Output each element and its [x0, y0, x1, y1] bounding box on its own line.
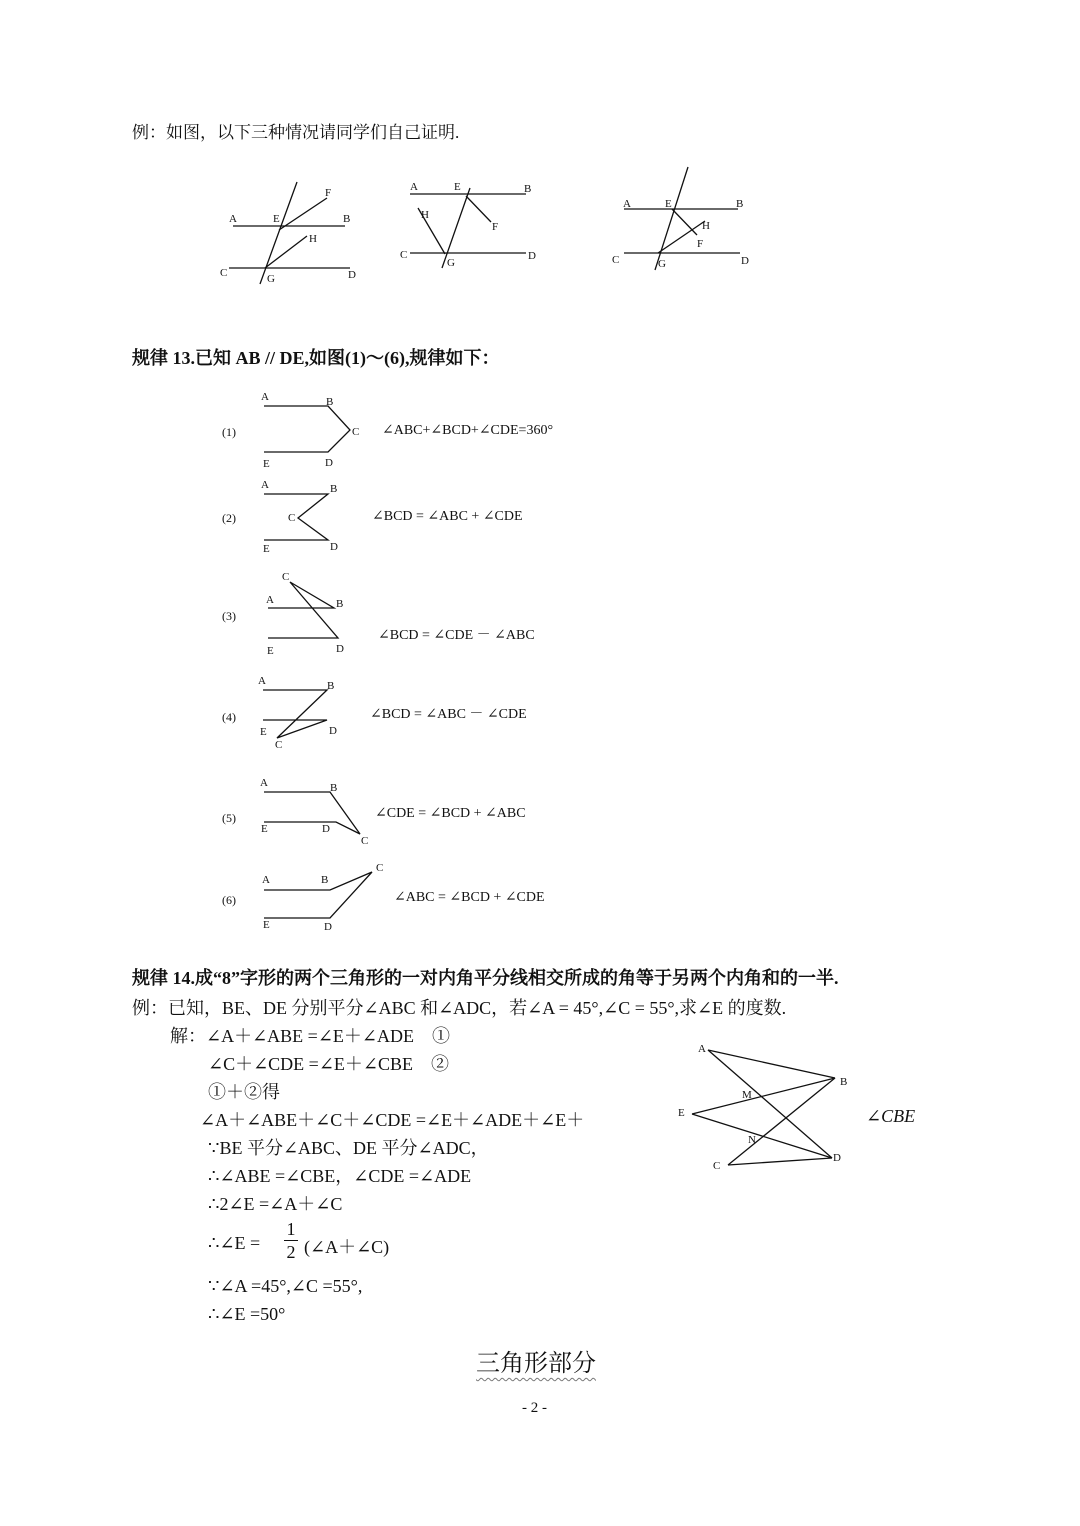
svg-text:B: B [330, 483, 338, 495]
svg-text:E: E [260, 726, 267, 738]
formula-1: ∠ABC+∠BCD+∠CDE=360° [382, 423, 554, 438]
example-14: 例：已知，BE、DE 分别平分∠ABC 和∠ADC，若∠A = 45°,∠C = 55°,求∠E 的度数. [132, 998, 787, 1018]
svg-text:C: C [288, 512, 296, 524]
svg-text:G: G [267, 273, 275, 285]
figure-number: (3) [222, 609, 236, 623]
svg-text:C: C [376, 862, 384, 874]
svg-text:H: H [309, 233, 317, 245]
svg-text:H: H [421, 209, 429, 221]
page-number: - 2 - [522, 1400, 547, 1416]
example-figure-2 [398, 178, 548, 273]
svg-text:B: B [327, 680, 335, 692]
rule-14-heading: 规律 14.成“8”字形的两个三角形的一对内角平分线相交所成的角等于另两个内角和的一半. [132, 968, 839, 988]
solution-line-8-paren: (∠A＋∠C) [304, 1237, 390, 1257]
figure-eight-diagram [670, 1040, 860, 1180]
section-title: 三角形部分 [476, 1351, 596, 1377]
solution-line-3: ①＋②得 [208, 1082, 280, 1102]
formula-3: ∠BCD = ∠CDE － ∠ABC [378, 628, 535, 643]
svg-text:C: C [275, 739, 283, 751]
svg-text:G: G [447, 257, 455, 269]
rule-13-heading: 规律 13.已知 AB // DE,如图(1)～(6),规律如下： [132, 348, 500, 368]
svg-text:E: E [261, 823, 268, 835]
rule13-figure-1 [258, 388, 368, 473]
svg-text:E: E [665, 198, 672, 210]
svg-text:D: D [336, 643, 344, 655]
svg-text:A: A [229, 213, 237, 225]
svg-text:B: B [840, 1076, 848, 1088]
formula-6: ∠ABC = ∠BCD + ∠CDE [394, 890, 545, 905]
svg-text:C: C [282, 571, 290, 583]
svg-text:B: B [736, 198, 744, 210]
svg-text:A: A [698, 1043, 706, 1055]
svg-text:M: M [742, 1089, 752, 1101]
svg-text:H: H [702, 220, 710, 232]
svg-text:A: A [266, 594, 274, 606]
figure-number: (6) [222, 893, 236, 907]
svg-text:D: D [833, 1152, 841, 1164]
rule13-figure-4 [255, 672, 355, 752]
fraction-one-half: 1 2 [280, 1218, 302, 1263]
svg-text:C: C [361, 835, 369, 847]
svg-text:G: G [658, 258, 666, 270]
svg-text:D: D [329, 725, 337, 737]
figure-number: (1) [222, 425, 236, 439]
svg-text:A: A [261, 391, 269, 403]
formula-4: ∠BCD = ∠ABC － ∠CDE [370, 707, 527, 722]
svg-text:C: C [352, 426, 360, 438]
example-figure-1 [215, 180, 365, 290]
svg-text:A: A [258, 675, 266, 687]
solution-line-1: 解：∠A＋∠ABE =∠E＋∠ADE ① [170, 1026, 450, 1046]
svg-text:B: B [330, 782, 338, 794]
svg-text:E: E [678, 1107, 685, 1119]
svg-text:B: B [321, 874, 329, 886]
formula-2: ∠BCD = ∠ABC + ∠CDE [372, 509, 523, 524]
solution-line-8: ∴∠E = [208, 1233, 261, 1253]
figure-number: (2) [222, 511, 236, 525]
svg-text:N: N [748, 1134, 756, 1146]
svg-text:C: C [612, 254, 620, 266]
solution-line-6: ∴∠ABE =∠CBE，∠CDE =∠ADE [208, 1166, 472, 1186]
svg-text:A: A [262, 874, 270, 886]
svg-text:A: A [261, 479, 269, 491]
svg-text:F: F [492, 221, 499, 233]
svg-text:C: C [713, 1160, 721, 1172]
svg-text:D: D [322, 823, 330, 835]
svg-text:E: E [267, 645, 274, 657]
solution-line-7: ∴2∠E =∠A＋∠C [208, 1194, 343, 1214]
svg-text:B: B [524, 183, 532, 195]
svg-text:E: E [263, 543, 270, 555]
example-figure-3 [610, 165, 760, 275]
solution-line-10: ∴∠E =50° [208, 1304, 286, 1324]
solution-line-4-tail: ∠CBE [866, 1106, 916, 1126]
rule13-figure-3 [258, 568, 358, 658]
svg-text:C: C [220, 267, 228, 279]
formula-5: ∠CDE = ∠BCD + ∠ABC [375, 806, 526, 821]
solution-line-9: ∵∠A =45°,∠C =55°, [208, 1276, 363, 1296]
svg-text:D: D [324, 921, 332, 933]
svg-text:D: D [528, 250, 536, 262]
svg-text:E: E [263, 458, 270, 470]
figure-number: (5) [222, 811, 236, 825]
rule13-figure-5 [258, 774, 373, 854]
svg-text:B: B [326, 396, 334, 408]
figure-number: (4) [222, 710, 236, 724]
svg-text:A: A [623, 198, 631, 210]
solution-line-2: ∠C＋∠CDE =∠E＋∠CBE ② [208, 1054, 449, 1074]
svg-text:F: F [697, 238, 704, 250]
svg-text:B: B [336, 598, 344, 610]
svg-text:C: C [400, 249, 408, 261]
svg-text:F: F [325, 187, 332, 199]
svg-text:E: E [263, 919, 270, 931]
svg-text:D: D [741, 255, 749, 267]
intro-text: 例：如图，以下三种情况请同学们自己证明. [132, 123, 460, 142]
svg-text:D: D [325, 457, 333, 469]
svg-text:D: D [330, 541, 338, 553]
svg-text:A: A [410, 181, 418, 193]
svg-text:E: E [273, 213, 280, 225]
svg-text:B: B [343, 213, 351, 225]
svg-text:A: A [260, 777, 268, 789]
svg-text:D: D [348, 269, 356, 281]
svg-text:E: E [454, 181, 461, 193]
solution-line-4: ∠A＋∠ABE＋∠C＋∠CDE =∠E＋∠ADE＋∠E＋ [200, 1110, 585, 1130]
rule13-figure-6 [258, 858, 388, 938]
solution-line-5: ∵BE 平分∠ABC、DE 平分∠ADC， [208, 1138, 489, 1158]
rule13-figure-2 [258, 476, 358, 561]
